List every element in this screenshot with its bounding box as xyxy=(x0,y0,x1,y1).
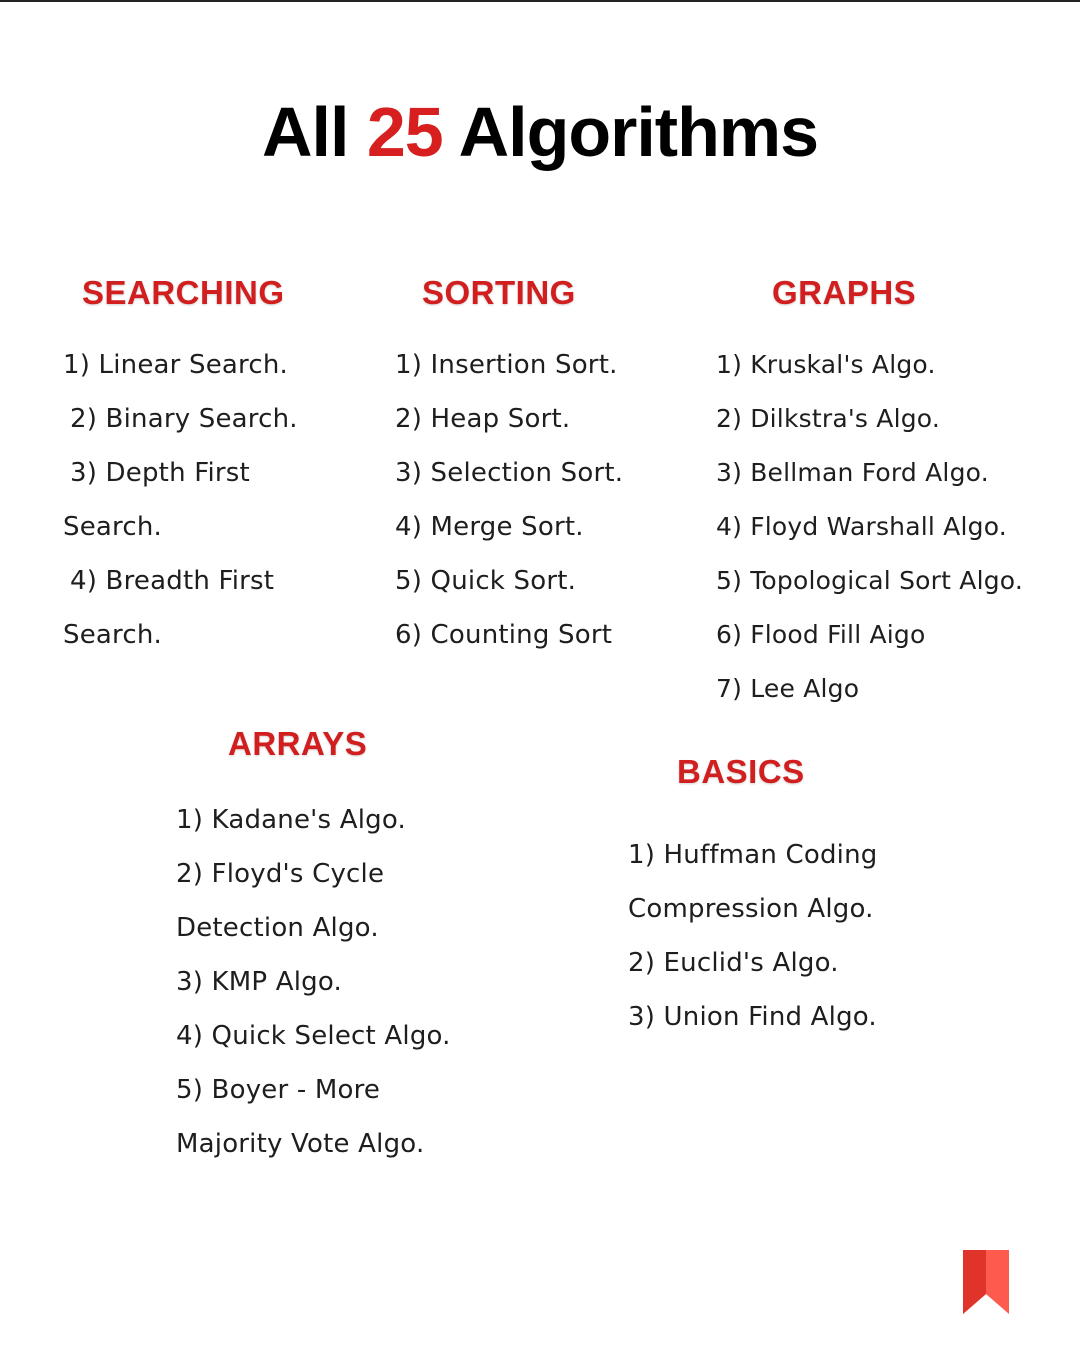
top-rule xyxy=(0,0,1080,2)
list-item: 2) Binary Search. xyxy=(70,404,298,434)
list-basics xyxy=(628,828,877,1044)
list-item: Compression Algo. xyxy=(628,894,874,924)
list-item: 1) Huffman Coding xyxy=(628,840,878,870)
title-suffix: Algorithms xyxy=(458,93,819,171)
list-item: 3) Bellman Ford Algo. xyxy=(716,458,989,487)
heading-basics: BASICS xyxy=(677,753,805,790)
list-item: Search. xyxy=(63,620,162,650)
title-prefix: All xyxy=(261,93,349,171)
list-item: 1) Linear Search. xyxy=(63,350,289,380)
bookmark-icon xyxy=(963,1250,1009,1314)
list-item: 7) Lee Algo xyxy=(716,674,860,703)
bookmark-icon-shade xyxy=(963,1250,986,1314)
list-item: 3) Union Find Algo. xyxy=(628,1002,877,1032)
list-item: 4) Quick Select Algo. xyxy=(176,1021,451,1051)
list-item: 3) KMP Algo. xyxy=(176,967,343,997)
list-item: 4) Floyd Warshall Algo. xyxy=(716,512,1007,541)
list-item: 2) Heap Sort. xyxy=(395,404,571,434)
list-item: 5) Quick Sort. xyxy=(395,566,577,596)
heading-sorting: SORTING xyxy=(422,274,576,311)
list-item: Search. xyxy=(63,512,162,542)
title-number: 25 xyxy=(366,93,443,171)
list-item: 4) Merge Sort. xyxy=(395,512,584,542)
list-item: 2) Dilkstra's Algo. xyxy=(716,404,941,433)
page-title xyxy=(0,92,1080,172)
list-item: 5) Topological Sort Algo. xyxy=(716,566,1024,595)
list-item: Majority Vote Algo. xyxy=(176,1129,425,1159)
list-item: 2) Euclid's Algo. xyxy=(628,948,839,978)
heading-searching: SEARCHING xyxy=(82,274,285,311)
list-sorting xyxy=(395,338,623,662)
list-item: 1) Kruskal's Algo. xyxy=(716,350,936,379)
list-graphs xyxy=(716,338,1023,716)
list-item: 1) Insertion Sort. xyxy=(395,350,618,380)
list-item: 1) Kadane's Algo. xyxy=(176,805,406,835)
list-item: 2) Floyd's Cycle xyxy=(176,859,385,889)
list-item: 4) Breadth First xyxy=(70,566,275,596)
list-searching xyxy=(63,338,298,662)
list-item: 3) Selection Sort. xyxy=(395,458,624,488)
list-item: 5) Boyer - More xyxy=(176,1075,381,1105)
heading-graphs: GRAPHS xyxy=(772,274,917,311)
list-arrays xyxy=(176,793,451,1171)
list-item: 3) Depth First xyxy=(70,458,250,488)
heading-arrays: ARRAYS xyxy=(228,725,368,762)
list-item: Detection Algo. xyxy=(176,913,379,943)
list-item: 6) Counting Sort xyxy=(395,620,613,650)
list-item: 6) Flood Fill Aigo xyxy=(716,620,926,649)
